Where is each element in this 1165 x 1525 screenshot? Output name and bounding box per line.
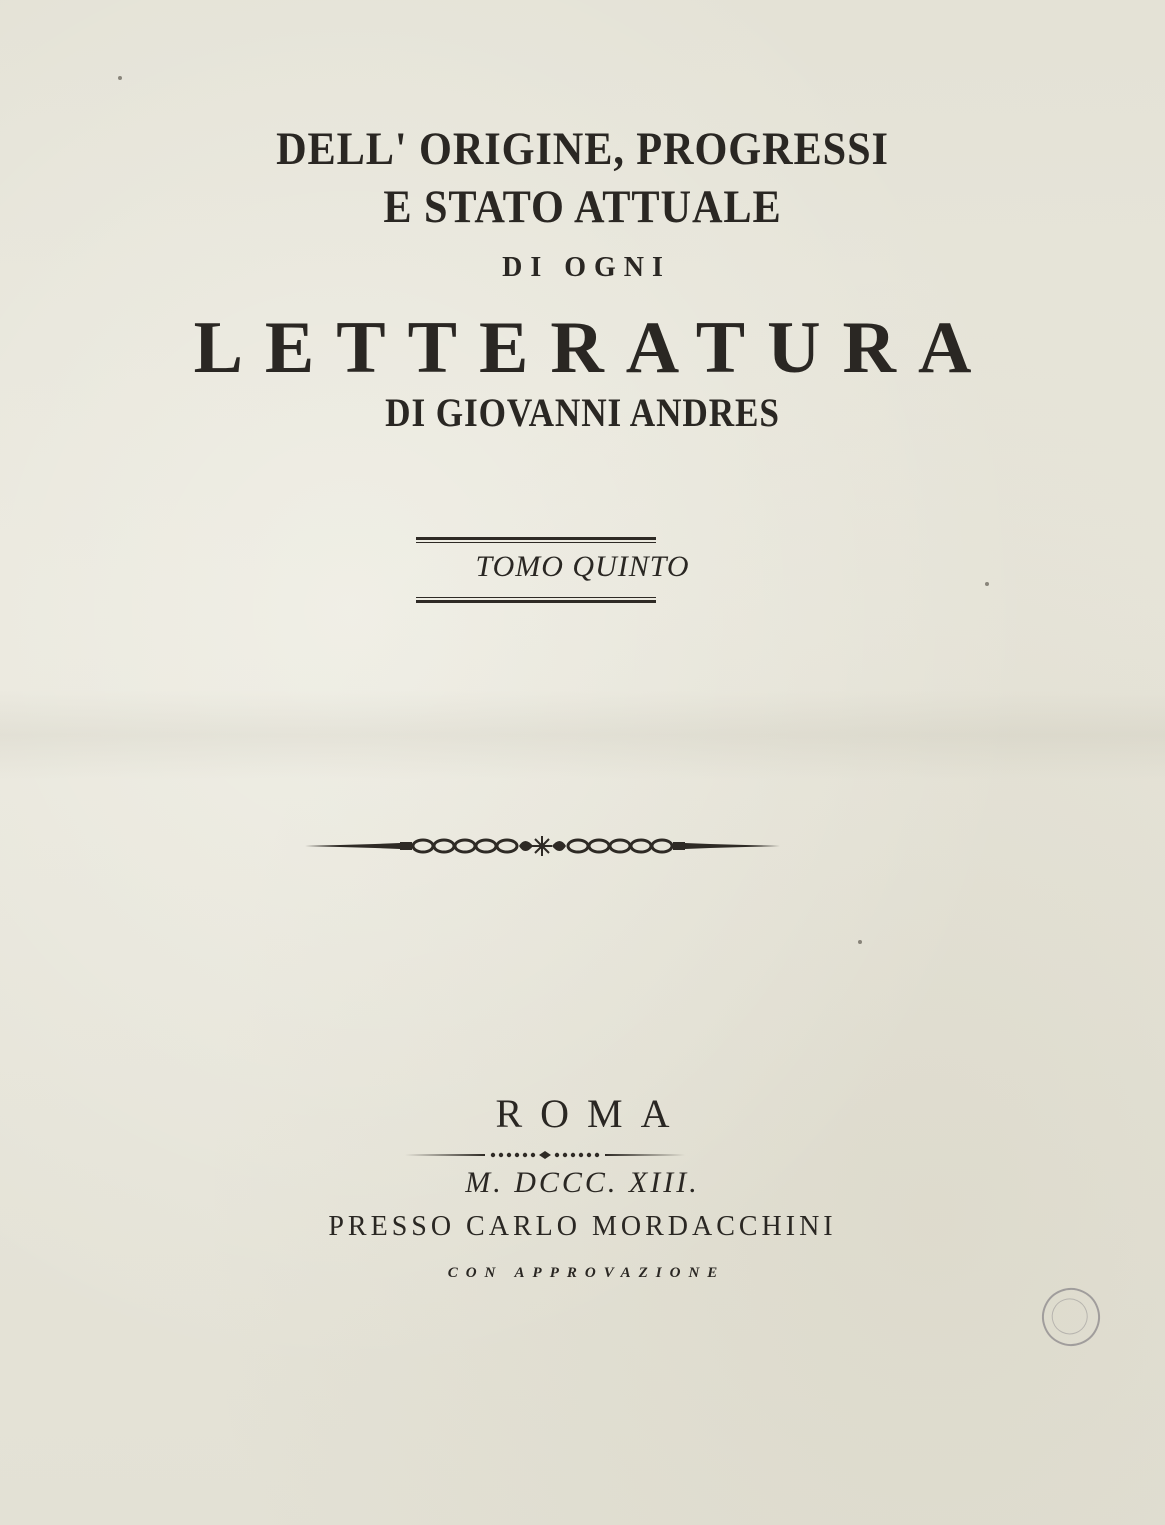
volume-rule-bottom-thin: [416, 597, 656, 598]
volume-rule-top-thick: [416, 537, 656, 540]
ink-speck: [858, 940, 862, 944]
publication-year: M. DCCC. XIII.: [465, 1166, 700, 1199]
approval-line: CON APPROVAZIONE: [447, 1265, 726, 1281]
printer-line: PRESSO CARLO MORDACCHINI: [328, 1211, 837, 1242]
paper-crease: [0, 690, 1165, 780]
place-of-publication: ROMA: [495, 1091, 688, 1136]
library-stamp: [1034, 1280, 1108, 1354]
ornamental-divider: [305, 826, 780, 866]
title-line-3: DI OGNI: [502, 252, 671, 283]
title-line-1: DELL' ORIGINE, PROGRESSI: [276, 123, 889, 175]
library-stamp-inner-ring: [1047, 1293, 1093, 1339]
small-ornamental-rule: [405, 1149, 685, 1161]
author-line: DI GIOVANNI ANDRES: [385, 390, 780, 435]
volume-rule-bottom-thick: [416, 600, 656, 603]
ink-speck: [985, 582, 989, 586]
title-line-2: E STATO ATTUALE: [383, 181, 782, 233]
ink-speck: [118, 76, 122, 80]
title-main-word: LETTERATURA: [193, 307, 994, 389]
volume-rule-top-thin: [416, 542, 656, 543]
volume-label: TOMO QUINTO: [475, 550, 690, 583]
